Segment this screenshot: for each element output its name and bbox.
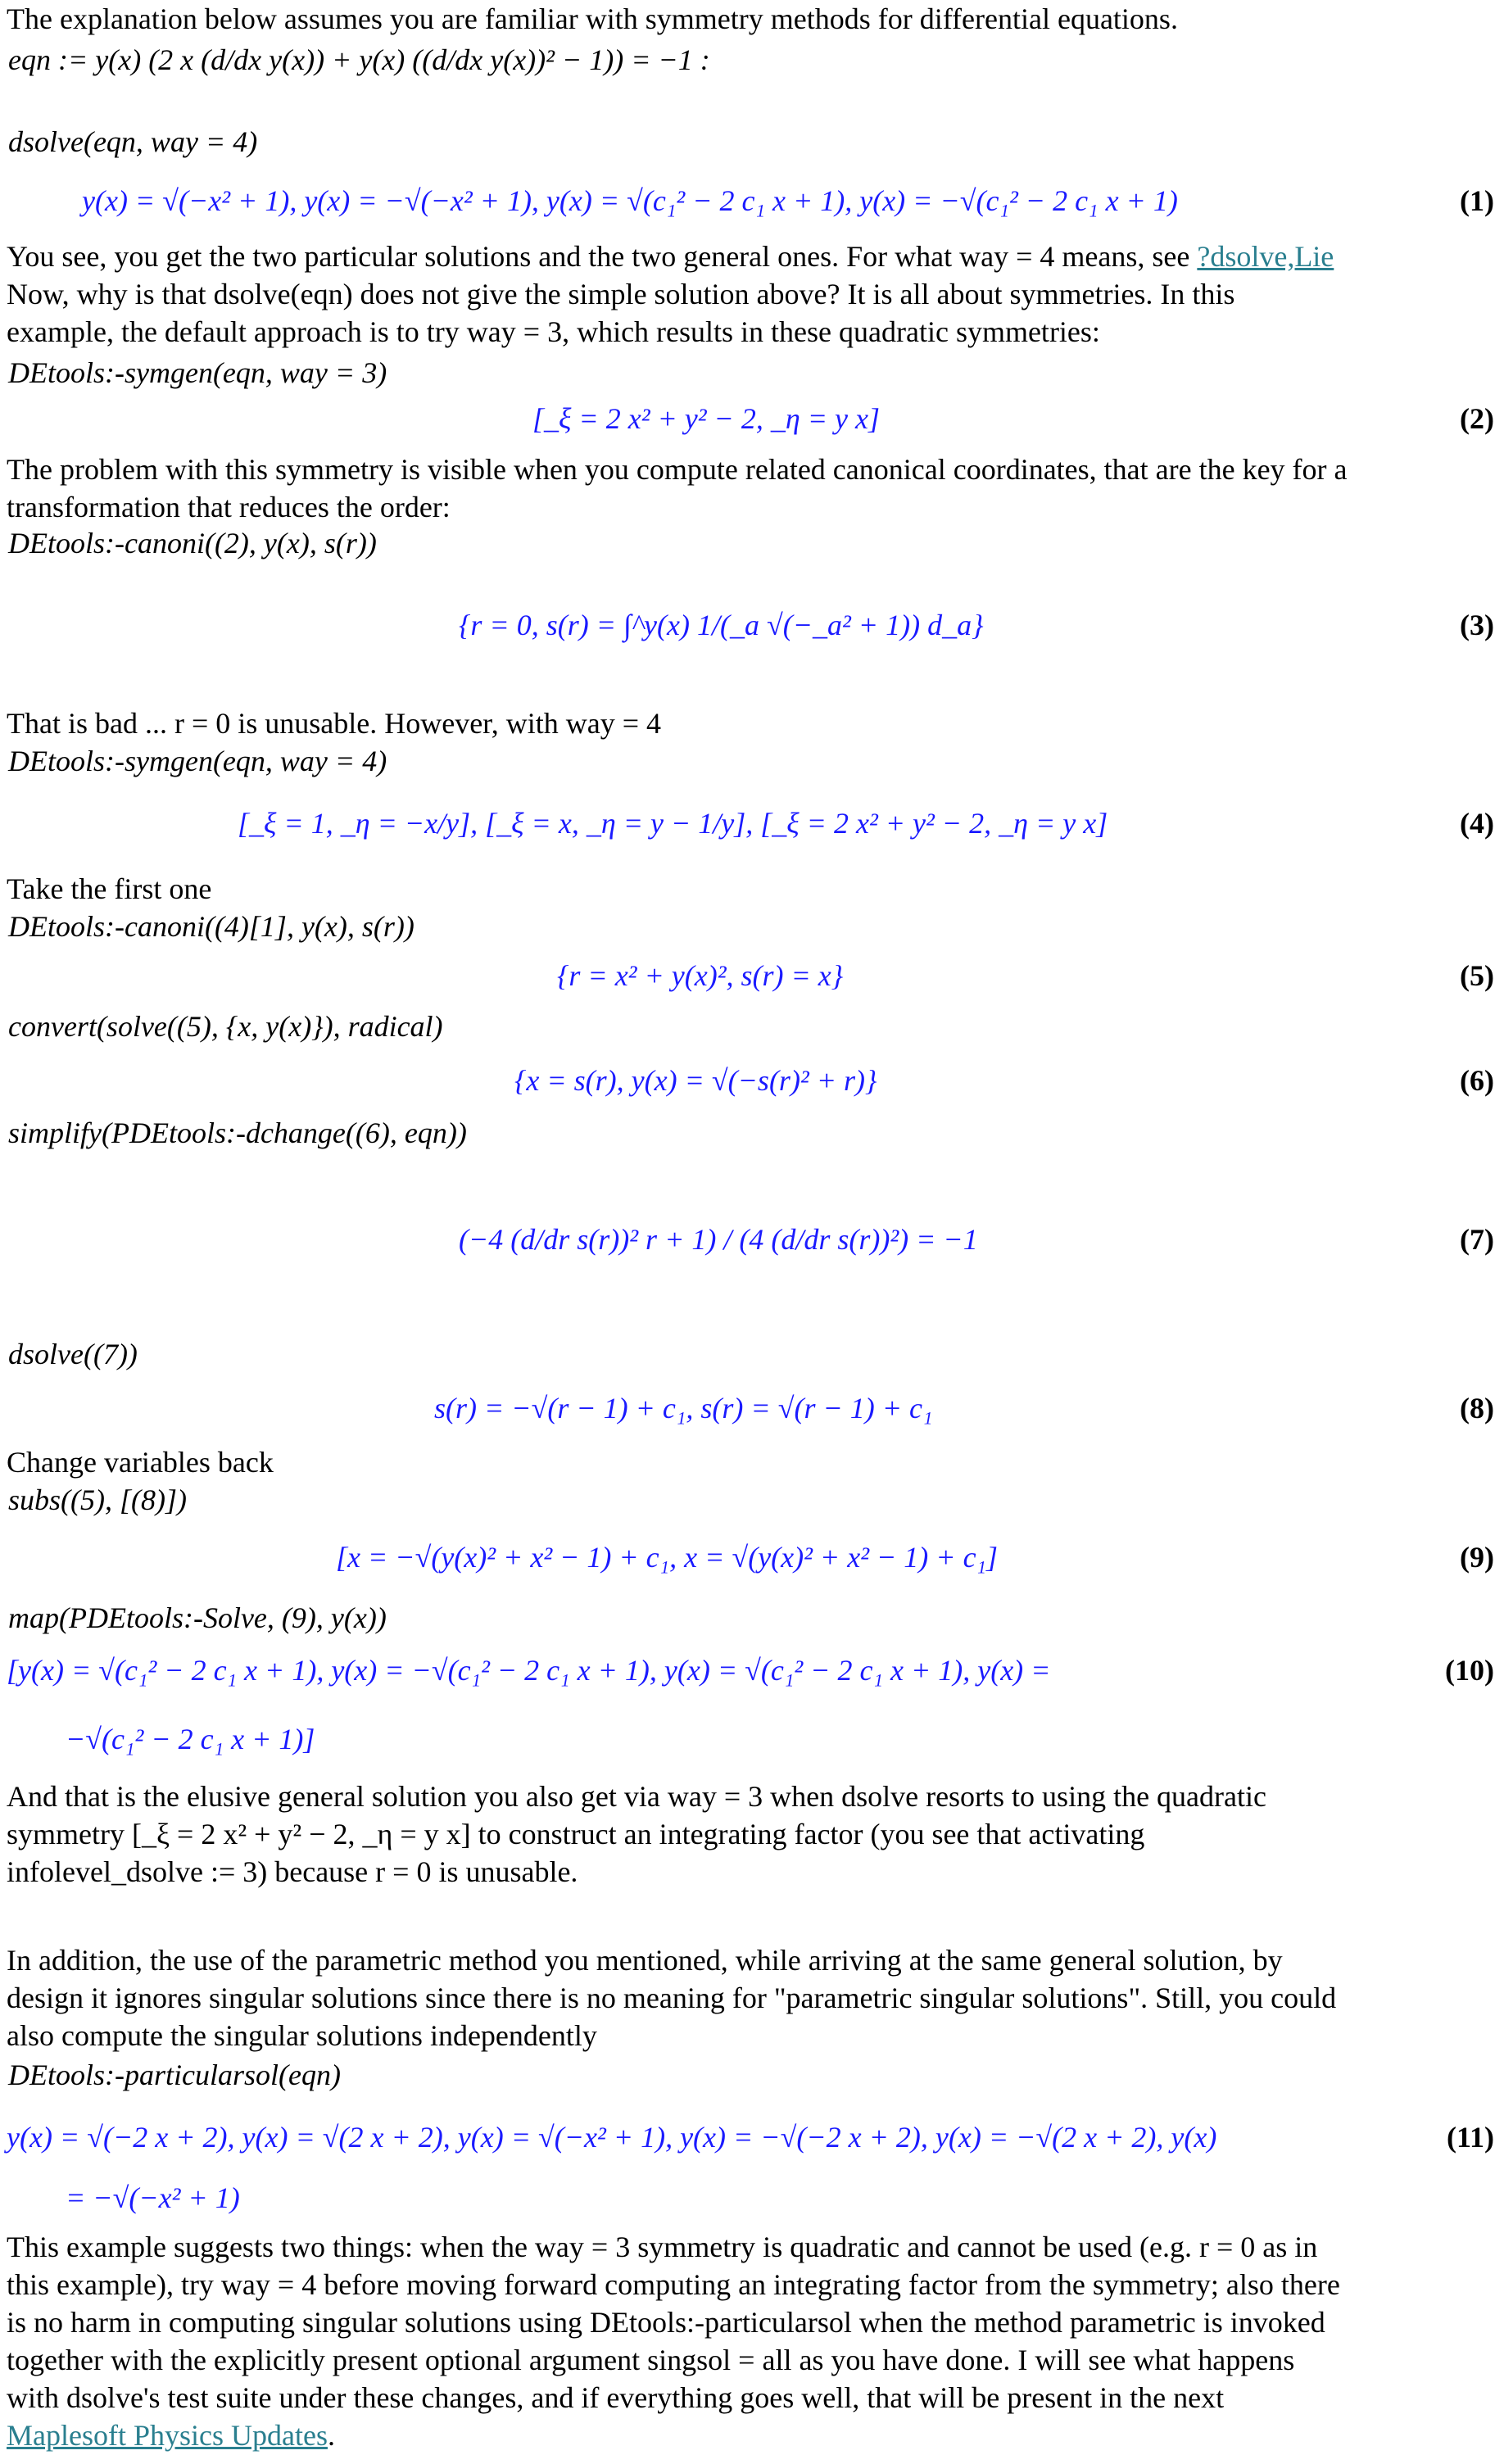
- paragraph-1-line3: example, the default approach is to try way = 3, which results in these quadratic symmetries:: [7, 315, 1100, 348]
- intro-text: The explanation below assumes you are familiar with symmetry methods for differential equations.: [7, 2, 1178, 35]
- paragraph-5: Change variables back: [7, 1446, 274, 1479]
- equation-label-10: (10): [1445, 1654, 1494, 1687]
- equation-label-2: (2): [1460, 402, 1494, 435]
- equation-label-5: (5): [1460, 959, 1494, 992]
- equation-label-11: (11): [1447, 2121, 1494, 2154]
- input-canoni-2[interactable]: DEtools:-canoni((2), y(x), s(r)): [8, 527, 377, 559]
- paragraph-8-end: .: [327, 2419, 335, 2452]
- paragraph-7-line1: In addition, the use of the parametric method you mentioned, while arriving at the same general solution, by: [7, 1944, 1283, 1977]
- paragraph-8-line5: with dsolve's test suite under these changes, and if everything goes well, that will be present in the next: [7, 2381, 1225, 2414]
- output-10-line2: −√(c₁² − 2 c₁ x + 1)]: [66, 1723, 315, 1755]
- paragraph-8: [7, 2228, 1481, 2454]
- input-simplify[interactable]: simplify(PDEtools:-dchange((6), eqn)): [8, 1116, 467, 1149]
- help-link-dsolve-lie[interactable]: ?dsolve,Lie: [1197, 240, 1334, 273]
- output-2: [_ξ = 2 x² + y² − 2, _η = y x]: [532, 402, 880, 435]
- paragraph-2-line1: The problem with this symmetry is visible when you compute related canonical coordinates, that are the key for a: [7, 453, 1348, 486]
- output-5: {r = x² + y(x)², s(r) = x}: [557, 959, 844, 992]
- output-4: [_ξ = 1, _η = −x/y], [_ξ = x, _η = y − 1/y], [_ξ = 2 x² + y² − 2, _η = y x]: [238, 807, 1108, 840]
- paragraph-6-line1: And that is the elusive general solution you also get via way = 3 when dsolve resorts to using the quadratic: [7, 1780, 1266, 1813]
- output-11-line2: = −√(−x² + 1): [66, 2181, 240, 2214]
- output-9: [x = −√(y(x)² + x² − 1) + c₁, x = √(y(x)² + x² − 1) + c₁]: [336, 1541, 999, 1574]
- paragraph-6: [7, 1778, 1481, 1891]
- input-map-solve[interactable]: map(PDEtools:-Solve, (9), y(x)): [8, 1601, 387, 1634]
- paragraph-7-line2: design it ignores singular solutions since there is no meaning for "parametric singular solutions". Still, you could: [7, 1982, 1337, 2014]
- equation-label-6: (6): [1460, 1064, 1494, 1097]
- input-particularsol[interactable]: DEtools:-particularsol(eqn): [8, 2059, 341, 2091]
- input-eqn[interactable]: eqn := y(x) (2 x (d/dx y(x)) + y(x) ((d/dx y(x))² − 1)) = −1 :: [8, 43, 710, 76]
- paragraph-8-line3: is no harm in computing singular solutions using DEtools:-particularsol when the method parametric is invoked: [7, 2306, 1325, 2339]
- output-1: y(x) = √(−x² + 1), y(x) = −√(−x² + 1), y(x) = √(c₁² − 2 c₁ x + 1), y(x) = −√(c₁² − 2 c₁ x + 1): [82, 184, 1178, 217]
- equation-label-8: (8): [1460, 1392, 1494, 1424]
- paragraph-2-line2: transformation that reduces the order:: [7, 491, 451, 523]
- paragraph-4: Take the first one: [7, 872, 212, 905]
- output-7: (−4 (d/dr s(r))² r + 1) / (4 (d/dr s(r))²) = −1: [459, 1223, 978, 1256]
- input-canoni-4[interactable]: DEtools:-canoni((4)[1], y(x), s(r)): [8, 910, 415, 943]
- input-dsolve-way4[interactable]: dsolve(eqn, way = 4): [8, 125, 258, 158]
- output-11-line1: y(x) = √(−2 x + 2), y(x) = √(2 x + 2), y(x) = √(−x² + 1), y(x) = −√(−2 x + 2), y(x) = −√(2 x + 2), y(x): [7, 2121, 1217, 2154]
- output-3: {r = 0, s(r) = ∫^y(x) 1/(_a √(−_a² + 1)) d_a}: [459, 609, 984, 641]
- paragraph-8-line1: This example suggests two things: when the way = 3 symmetry is quadratic and cannot be used (e.g. r = 0 as in: [7, 2231, 1318, 2263]
- input-symgen-way3[interactable]: DEtools:-symgen(eqn, way = 3): [8, 356, 387, 389]
- output-10-line1: [y(x) = √(c₁² − 2 c₁ x + 1), y(x) = −√(c₁² − 2 c₁ x + 1), y(x) = √(c₁² − 2 c₁ x + 1), y(x) =: [7, 1654, 1051, 1687]
- paragraph-3: That is bad ... r = 0 is unusable. However, with way = 4: [7, 707, 662, 740]
- paragraph-2: [7, 451, 1481, 526]
- paragraph-1: [7, 238, 1481, 351]
- paragraph-6-line3: infolevel_dsolve := 3) because r = 0 is unusable.: [7, 1855, 578, 1888]
- paragraph-7-line3: also compute the singular solutions independently: [7, 2019, 597, 2052]
- input-subs[interactable]: subs((5), [(8)]): [8, 1483, 187, 1516]
- equation-label-1: (1): [1460, 184, 1494, 217]
- input-symgen-way4[interactable]: DEtools:-symgen(eqn, way = 4): [8, 745, 387, 777]
- paragraph-6-line2: symmetry [_ξ = 2 x² + y² − 2, _η = y x] to construct an integrating factor (you see that activating: [7, 1818, 1145, 1850]
- equation-label-4: (4): [1460, 807, 1494, 840]
- equation-label-3: (3): [1460, 609, 1494, 641]
- input-dsolve-7[interactable]: dsolve((7)): [8, 1338, 138, 1370]
- paragraph-7: [7, 1941, 1481, 2054]
- input-convert[interactable]: convert(solve((5), {x, y(x)}), radical): [8, 1010, 443, 1043]
- output-6: {x = s(r), y(x) = √(−s(r)² + r)}: [514, 1064, 877, 1097]
- equation-label-9: (9): [1460, 1541, 1494, 1574]
- maplesoft-physics-updates-link[interactable]: Maplesoft Physics Updates: [7, 2419, 328, 2452]
- paragraph-1-line2: Now, why is that dsolve(eqn) does not give the simple solution above? It is all about symmetries. In this: [7, 278, 1235, 310]
- paragraph-8-line2: this example), try way = 4 before moving forward computing an integrating factor from the symmetry; also there: [7, 2268, 1340, 2301]
- output-8: s(r) = −√(r − 1) + c₁, s(r) = √(r − 1) + c₁: [434, 1392, 933, 1424]
- paragraph-8-line4: together with the explicitly present optional argument singsol = all as you have done. I will see what happens: [7, 2344, 1295, 2376]
- paragraph-1-text: You see, you get the two particular solutions and the two general ones. For what way = 4 means, see: [7, 240, 1198, 273]
- equation-label-7: (7): [1460, 1223, 1494, 1256]
